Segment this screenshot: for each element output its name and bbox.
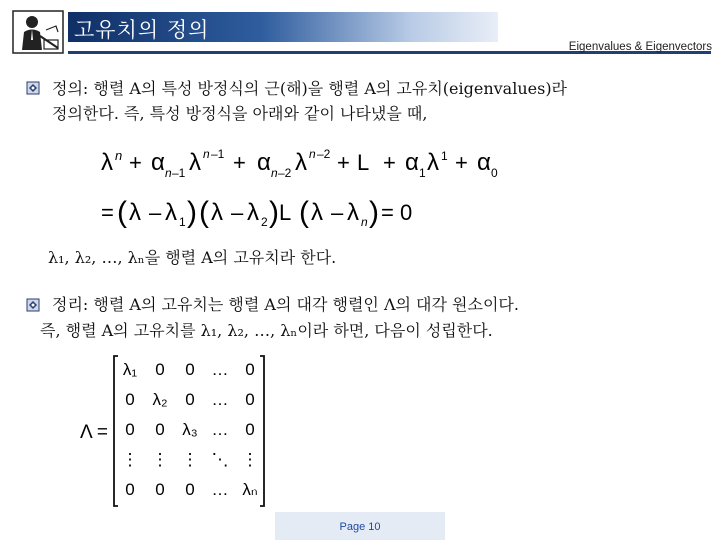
page-title: 고유치의 정의 [74,18,210,42]
matrix-cell: 0 [125,480,135,499]
page-number: Page 10 [339,521,381,533]
matrix-cell: λ₃ [182,420,198,439]
svg-text:1: 1 [179,215,186,229]
svg-text:λ: λ [311,199,323,226]
svg-text:+: + [233,150,246,175]
svg-text:(: ( [199,196,209,229]
svg-text:λ: λ [189,149,201,176]
svg-text:1: 1 [419,166,426,180]
matrix-cell: 0 [185,390,195,409]
svg-text:λ: λ [211,199,223,226]
matrix-cell: λ₂ [152,390,168,409]
matrix-cell: ⋮ [151,450,169,469]
svg-text:λ: λ [427,149,439,176]
svg-text:–2: –2 [317,147,331,161]
svg-text:+: + [455,150,468,175]
footer-bar [275,512,445,540]
bullet-icon [26,298,40,312]
svg-text:λ: λ [347,199,359,226]
svg-text:λ: λ [129,199,141,226]
svg-text:+: + [337,150,350,175]
svg-text:α: α [151,149,165,176]
svg-text:0: 0 [491,166,498,180]
svg-text:=: = [101,200,114,225]
svg-text:= 0: = 0 [381,200,413,225]
svg-text:n: n [271,166,278,180]
matrix-cell: … [211,390,229,409]
svg-text:α: α [477,149,491,176]
svg-text:–: – [331,200,344,225]
svg-text:λ: λ [295,149,307,176]
matrix-cell: … [211,480,229,499]
svg-text:n: n [203,147,210,161]
svg-text:(: ( [117,196,127,229]
matrix-cell: 0 [185,480,195,499]
svg-text:n: n [361,215,368,229]
svg-text:–: – [231,200,244,225]
matrix-cell: 0 [125,390,135,409]
svg-text:α: α [405,149,419,176]
matrix-cell: ⋮ [241,450,259,469]
matrix-cell: ⋮ [181,450,199,469]
matrix-cell: … [211,420,229,439]
title-bar [68,12,498,42]
matrix-cell: 0 [245,420,255,439]
svg-text:λ: λ [101,149,113,176]
svg-text:–2: –2 [278,166,292,180]
theorem-line-1: 정리: 행렬 A의 고유치는 행렬 A의 대각 행렬인 Λ의 대각 원소이다. [52,295,519,314]
characteristic-equation [95,138,515,230]
svg-text:): ) [369,196,379,229]
matrix-cell: 0 [245,360,255,379]
svg-text:α: α [257,149,271,176]
svg-text:n: n [165,166,172,180]
definition-line-1: 정의: 행렬 A의 특성 방정식의 근(해)을 행렬 A의 고유치(eigenvalues)라 [52,79,568,98]
matrix-cell: λₙ [242,480,258,499]
matrix-cell: ⋱ [211,450,229,469]
theorem-line-2: 즉, 행렬 A의 고유치를 λ₁, λ₂, …, λₙ이라 하면, 다음이 성립한다. [40,321,493,340]
svg-text:+: + [129,150,142,175]
matrix-cell: 0 [185,360,195,379]
svg-text:1: 1 [441,149,448,163]
svg-text:): ) [269,196,279,229]
svg-text:): ) [187,196,197,229]
matrix-cell: … [211,360,229,379]
svg-text:2: 2 [261,215,268,229]
definition-line-2: 정의한다. 즉, 특성 방정식을 아래와 같이 나타냈을 때, [52,104,428,123]
matrix-cells [122,360,259,499]
svg-text:–: – [149,200,162,225]
svg-text:(: ( [299,196,309,229]
matrix-cell: ⋮ [121,450,139,469]
svg-text:n: n [115,148,123,163]
bullet-icon [26,81,40,95]
svg-text:L: L [279,200,292,225]
svg-text:–1: –1 [172,166,186,180]
svg-text:L: L [357,150,370,175]
matrix-cell: 0 [125,420,135,439]
matrix-cell: 0 [155,420,165,439]
diagonal-matrix [78,350,278,512]
presenter-logo-icon [12,10,64,54]
eigenvalue-sentence: λ₁, λ₂, …, λₙ을 행렬 A의 고유치라 한다. [48,248,337,267]
svg-text:λ: λ [165,199,177,226]
matrix-lhs: Λ = [80,422,109,443]
svg-text:–1: –1 [211,147,225,161]
svg-text:+: + [383,150,396,175]
header-subtitle: Eigenvalues & Eigenvectors [568,41,712,53]
matrix-cell: 0 [245,390,255,409]
svg-text:λ: λ [247,199,259,226]
svg-text:n: n [309,147,316,161]
matrix-cell: 0 [155,480,165,499]
matrix-cell: 0 [155,360,165,379]
matrix-cell: λ₁ [122,360,138,379]
